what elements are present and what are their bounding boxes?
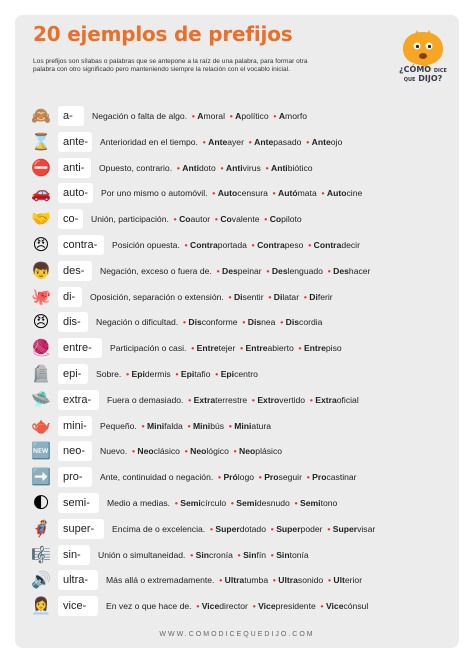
- bullet-icon: •: [308, 240, 312, 250]
- example-prefix: Extro: [257, 394, 280, 405]
- bullet-icon: •: [191, 111, 195, 121]
- list-item: [29, 519, 449, 539]
- prefix-label: mini-: [58, 416, 92, 436]
- bullet-icon: •: [214, 214, 218, 225]
- bullet-icon: •: [327, 523, 331, 534]
- definition-text: Nuevo.: [100, 446, 128, 457]
- woman-office-worker-icon: 👩‍💼: [31, 596, 51, 616]
- bullet-icon: •: [219, 575, 223, 586]
- speech-bubble-icon: [393, 30, 453, 70]
- example-root: tono: [320, 498, 338, 508]
- speaker-icon: 🔊: [31, 570, 51, 590]
- example-prefix: Sin: [195, 549, 209, 560]
- example-prefix: Contra: [313, 240, 342, 250]
- bullet-icon: •: [175, 369, 179, 379]
- example-prefix: Des: [271, 265, 288, 276]
- definition-text: Negación, exceso o fuera de.: [100, 265, 212, 276]
- bullet-icon: •: [272, 575, 276, 586]
- prefix-label: neo-: [58, 441, 92, 461]
- example-root: falda: [164, 420, 183, 431]
- prefix-definition-line: [98, 545, 309, 565]
- example-root: tejer: [218, 343, 236, 354]
- list-item: [29, 132, 449, 152]
- bullet-icon: •: [229, 111, 233, 121]
- prefix-label: pro-: [58, 467, 92, 487]
- prefix-label: entre-: [58, 338, 102, 358]
- example-root: cónsul: [343, 601, 369, 612]
- bullet-icon: •: [328, 575, 332, 586]
- example-prefix: Pró: [223, 472, 238, 483]
- bullet-icon: •: [184, 240, 188, 250]
- angry-face-icon: 😠: [32, 312, 50, 332]
- definition-text: Negación o falta de algo.: [92, 111, 188, 121]
- bullet-icon: •: [309, 394, 313, 405]
- example-root: piso: [325, 343, 342, 354]
- example-root: peinar: [237, 265, 262, 276]
- example-root: plásico: [255, 446, 283, 457]
- example-root: lenguado: [287, 265, 323, 276]
- prefix-definition-line: [100, 132, 342, 152]
- example-prefix: Anti: [182, 162, 199, 173]
- bullet-icon: •: [132, 446, 136, 457]
- example-root: doto: [199, 162, 216, 173]
- bullet-icon: •: [190, 549, 194, 560]
- example-root: dermis: [144, 369, 171, 379]
- example-prefix: Ante: [254, 136, 274, 147]
- example-root: cine: [346, 188, 363, 199]
- bullet-icon: •: [228, 420, 232, 431]
- prefix-label: auto-: [58, 183, 93, 203]
- example-prefix: Mini: [193, 420, 211, 431]
- prefix-definition-line: [100, 441, 282, 461]
- example-root: decir: [341, 240, 360, 250]
- bullet-icon: •: [252, 601, 256, 612]
- example-prefix: Contra: [257, 240, 285, 250]
- prefix-definition-line: [96, 364, 258, 384]
- prefix-definition-line: [100, 467, 357, 487]
- definition-text: Oposición, separación o extensión.: [90, 291, 224, 302]
- definition-text: Por uno mismo o automóvil.: [101, 188, 208, 199]
- example-prefix: Des: [333, 265, 349, 276]
- example-prefix: Des: [221, 265, 238, 276]
- example-root: ferir: [317, 291, 333, 302]
- example-prefix: Contra: [190, 240, 218, 250]
- example-root: ayer: [227, 136, 244, 147]
- prefix-label: ultra-: [58, 570, 98, 590]
- example-root: pasado: [273, 136, 302, 147]
- example-prefix: Extra: [315, 394, 337, 405]
- example-prefix: Co: [269, 214, 282, 225]
- example-prefix: Semi: [236, 498, 257, 508]
- prefix-definition-line: [101, 183, 362, 203]
- example-prefix: Vice: [258, 601, 276, 612]
- example-root: seguir: [278, 472, 302, 483]
- example-prefix: Ultra: [278, 575, 298, 586]
- list-item: [29, 364, 449, 384]
- handshake-icon: 🤝: [31, 209, 51, 229]
- bullet-icon: •: [303, 291, 307, 302]
- new-badge-icon: 🆕: [31, 441, 51, 461]
- prefix-definition-line: [96, 312, 322, 332]
- definition-text: Negación o dificultad.: [96, 317, 179, 328]
- footer-url: WWW.COMODICEQUEDIJO.COM: [159, 631, 315, 638]
- example-root: sentir: [242, 291, 264, 302]
- list-item: [29, 209, 449, 229]
- definition-text: Unión o simultaneidad.: [98, 549, 186, 560]
- logo-word-dice: DICE: [433, 68, 447, 74]
- bullet-icon: •: [188, 394, 192, 405]
- example-root: tumba: [244, 575, 269, 586]
- example-root: erior: [344, 575, 363, 586]
- example-prefix: Auto: [217, 188, 238, 199]
- bullet-icon: •: [265, 162, 269, 173]
- example-prefix: Extra: [193, 394, 216, 405]
- bullet-icon: •: [280, 317, 284, 328]
- brand-logo: [393, 30, 453, 112]
- prefix-label: super-: [58, 519, 104, 539]
- teapot-icon: 🫖: [31, 415, 51, 435]
- list-item: [29, 493, 449, 513]
- list-item: [29, 338, 449, 358]
- bullet-icon: •: [191, 343, 195, 354]
- list-item: [29, 183, 449, 203]
- bullet-icon: •: [251, 240, 255, 250]
- example-root: tafio: [194, 369, 211, 379]
- bullet-icon: •: [228, 291, 232, 302]
- definition-text: Posición opuesta.: [112, 240, 180, 250]
- example-prefix: Neo: [137, 446, 154, 457]
- example-root: círculo: [200, 498, 227, 508]
- list-item: [29, 545, 449, 565]
- example-prefix: Dis: [247, 317, 262, 328]
- bullet-icon: •: [251, 394, 255, 405]
- bullet-icon: •: [174, 498, 178, 508]
- prefix-label: co-: [58, 209, 83, 229]
- example-root: hacer: [348, 265, 371, 276]
- bullet-icon: •: [273, 111, 277, 121]
- example-root: terrestre: [215, 394, 248, 405]
- definition-text: En vez o que hace de.: [106, 601, 192, 612]
- definition-text: Ante, continuidad o negación.: [100, 472, 214, 483]
- example-root: lógico: [206, 446, 229, 457]
- bullet-icon: •: [218, 472, 222, 483]
- example-prefix: Super: [332, 523, 358, 534]
- list-item: [29, 261, 449, 281]
- example-root: valente: [231, 214, 260, 225]
- example-prefix: Entre: [196, 343, 219, 354]
- bullet-icon: •: [320, 601, 324, 612]
- yarn-icon: 🧶: [31, 338, 51, 358]
- prefix-label: sin-: [58, 545, 90, 565]
- list-item: [29, 390, 449, 410]
- definition-text: Más allá o extremadamente.: [106, 575, 215, 586]
- example-root: castinar: [326, 472, 357, 483]
- example-root: autor: [190, 214, 211, 225]
- prefix-label: dis-: [58, 312, 88, 332]
- example-prefix: Di: [309, 291, 318, 302]
- list-item: [29, 106, 449, 126]
- logo-word-como: ¿CÓMO: [399, 65, 432, 74]
- example-root: presidente: [275, 601, 316, 612]
- example-root: nea: [261, 317, 276, 328]
- ufo-icon: 🛸: [31, 389, 51, 409]
- intro-text: Los prefijos son sílabas o palabras que se antepone a la raíz de una palabra, para formar otra palabra con otro significado pero manteniendo siempre la relación con el vocablo inicial.: [33, 58, 308, 74]
- bullet-icon: •: [233, 446, 237, 457]
- example-prefix: Mini: [146, 420, 165, 431]
- example-root: clásico: [153, 446, 180, 457]
- prefix-label: des-: [58, 261, 92, 281]
- prefix-label: ante-: [58, 132, 92, 152]
- bullet-icon: •: [266, 265, 270, 276]
- example-prefix: Di: [273, 291, 283, 302]
- prefix-label: vice-: [58, 596, 98, 616]
- example-root: logo: [237, 472, 255, 483]
- page-title: 20 ejemplos de prefijos: [33, 22, 293, 46]
- example-root: morfo: [285, 111, 307, 121]
- example-root: vertido: [279, 394, 306, 405]
- prefix-definition-line: [100, 416, 271, 436]
- person-icon: 👦: [31, 260, 51, 280]
- bullet-icon: •: [327, 265, 331, 276]
- example-prefix: Dis: [188, 317, 202, 328]
- prefix-label: epi-: [58, 364, 88, 384]
- bullet-icon: •: [176, 162, 180, 173]
- example-prefix: Co: [179, 214, 191, 225]
- example-prefix: Neo: [239, 446, 256, 457]
- angry-face-icon: 😠: [32, 235, 50, 254]
- headstone-icon: 🪦: [31, 364, 51, 383]
- prefix-label: contra-: [58, 235, 104, 255]
- example-prefix: Ante: [311, 136, 331, 147]
- bullet-icon: •: [321, 188, 325, 199]
- bullet-icon: •: [209, 523, 213, 534]
- prefix-label: anti-: [58, 158, 91, 178]
- example-prefix: Sin: [276, 549, 290, 560]
- bullet-icon: •: [196, 601, 200, 612]
- prefix-definition-line: [100, 261, 370, 281]
- prefix-definition-line: [91, 209, 302, 229]
- prefix-definition-line: [106, 570, 362, 590]
- definition-text: Anterioridad en el tiempo.: [100, 136, 198, 147]
- bullet-icon: •: [270, 549, 274, 560]
- example-root: cordia: [299, 317, 323, 328]
- bullet-icon: •: [264, 214, 268, 225]
- example-prefix: Super: [215, 523, 240, 534]
- example-root: abierto: [267, 343, 294, 354]
- definition-text: Opuesto, contrario.: [99, 162, 173, 173]
- example-prefix: Vice: [201, 601, 220, 612]
- example-root: poder: [300, 523, 323, 534]
- bullet-icon: •: [268, 291, 272, 302]
- bullet-icon: •: [230, 498, 234, 508]
- example-root: piloto: [281, 214, 302, 225]
- no-entry-icon: ⛔: [31, 157, 51, 177]
- example-root: centro: [234, 369, 258, 379]
- list-item: [29, 312, 449, 332]
- bullet-icon: •: [298, 343, 302, 354]
- example-root: atura: [251, 420, 272, 431]
- list-item: [29, 441, 449, 461]
- bullet-icon: •: [202, 136, 206, 147]
- bullet-icon: •: [173, 214, 177, 225]
- bullet-icon: •: [184, 446, 188, 457]
- example-prefix: Semi: [300, 498, 321, 508]
- example-prefix: Pro: [264, 472, 279, 483]
- prefix-definition-line: [106, 596, 368, 616]
- example-prefix: Entre: [245, 343, 268, 354]
- example-prefix: Super: [276, 523, 301, 534]
- hourglass-icon: ⌛: [31, 131, 51, 151]
- bullet-icon: •: [272, 188, 276, 199]
- example-prefix: Pro: [312, 472, 327, 483]
- example-prefix: Mini: [234, 420, 252, 431]
- example-prefix: Ultra: [224, 575, 245, 586]
- right-arrow-icon: ➡️: [31, 467, 51, 487]
- list-item: [29, 570, 449, 590]
- example-prefix: Ult: [333, 575, 345, 586]
- example-root: moral: [203, 111, 225, 121]
- example-prefix: Ante: [208, 136, 228, 147]
- example-root: visar: [357, 523, 376, 534]
- logo-word-que: QUE: [403, 77, 416, 83]
- example-prefix: A: [235, 111, 242, 121]
- bullet-icon: •: [237, 549, 241, 560]
- example-prefix: Epi: [220, 369, 235, 379]
- example-root: director: [219, 601, 248, 612]
- example-root: portada: [217, 240, 247, 250]
- example-prefix: Neo: [190, 446, 207, 457]
- bullet-icon: •: [215, 369, 219, 379]
- prefix-definition-line: [90, 287, 333, 307]
- car-icon: 🚗: [31, 183, 51, 203]
- definition-text: Sobre.: [96, 369, 122, 379]
- example-root: ojo: [330, 136, 343, 147]
- bullet-icon: •: [141, 420, 145, 431]
- example-root: conforme: [201, 317, 238, 328]
- example-root: tonía: [289, 549, 309, 560]
- superhero-icon: 🦸: [31, 518, 51, 538]
- prefix-label: semi-: [58, 493, 99, 513]
- logo-text: [393, 66, 453, 84]
- monkey-icon: 🙈: [31, 106, 51, 125]
- example-prefix: Di: [233, 291, 243, 302]
- example-root: censura: [237, 188, 268, 199]
- prefix-definition-line: [99, 158, 313, 178]
- example-root: peso: [284, 240, 304, 250]
- definition-text: Fuera o demasiado.: [107, 394, 184, 405]
- example-root: latar: [282, 291, 300, 302]
- example-prefix: A: [278, 111, 286, 121]
- example-root: mata: [297, 188, 317, 199]
- bullet-icon: •: [242, 317, 246, 328]
- bullet-icon: •: [248, 136, 252, 147]
- example-root: sonido: [297, 575, 324, 586]
- example-prefix: Sin: [243, 549, 257, 560]
- definition-text: Encima de o excelencia.: [112, 523, 206, 534]
- example-prefix: Semi: [180, 498, 201, 508]
- prefix-definition-line: [112, 235, 360, 255]
- list-item: [29, 467, 449, 487]
- bullet-icon: •: [187, 420, 191, 431]
- definition-text: Medio a medias.: [107, 498, 171, 508]
- example-root: fín: [256, 549, 267, 560]
- example-prefix: Vice: [325, 601, 344, 612]
- bullet-icon: •: [182, 317, 186, 328]
- bullet-icon: •: [258, 472, 262, 483]
- bullet-icon: •: [220, 162, 224, 173]
- example-root: oficial: [336, 394, 359, 405]
- bullet-icon: •: [306, 136, 310, 147]
- example-root: bús: [210, 420, 225, 431]
- example-root: virus: [242, 162, 261, 173]
- music-score-icon: 🎼: [31, 544, 51, 564]
- example-root: biótico: [287, 162, 313, 173]
- prefix-definition-line: [110, 338, 342, 358]
- bullet-icon: •: [240, 343, 244, 354]
- prefix-definition-line: [107, 493, 337, 513]
- example-root: político: [241, 111, 269, 121]
- example-prefix: Co: [220, 214, 232, 225]
- example-prefix: Anti: [270, 162, 288, 173]
- half-moon-icon: 🌓: [32, 493, 50, 512]
- prefix-definition-line: [112, 519, 375, 539]
- bullet-icon: •: [212, 188, 216, 199]
- bullet-icon: •: [270, 523, 274, 534]
- definition-text: Pequeño.: [100, 420, 137, 431]
- bullet-icon: •: [216, 265, 220, 276]
- list-item: [29, 596, 449, 616]
- octopus-icon: 🐙: [31, 286, 51, 306]
- example-prefix: Epi: [180, 369, 195, 379]
- bullet-icon: •: [294, 498, 298, 508]
- definition-text: Participación o casi.: [110, 343, 187, 354]
- example-prefix: A: [197, 111, 204, 121]
- logo-word-dijo: DIJO?: [418, 74, 443, 83]
- example-prefix: Entre: [303, 343, 326, 354]
- example-prefix: Anti: [225, 162, 243, 173]
- list-item: [29, 287, 449, 307]
- example-prefix: Autó: [278, 188, 298, 199]
- prefix-label: extra-: [58, 390, 99, 410]
- example-root: desnudo: [256, 498, 290, 508]
- prefix-label: a-: [58, 106, 84, 126]
- definition-text: Unión, participación.: [91, 214, 169, 225]
- bullet-icon: •: [306, 472, 310, 483]
- example-root: cronía: [209, 549, 233, 560]
- list-item: [29, 416, 449, 436]
- example-prefix: Auto: [326, 188, 347, 199]
- list-item: [29, 158, 449, 178]
- example-prefix: Epi: [131, 369, 145, 379]
- example-prefix: Dis: [285, 317, 300, 328]
- prefix-definition-line: [107, 390, 359, 410]
- example-root: dotado: [239, 523, 266, 534]
- prefix-definition-line: [92, 106, 307, 126]
- bullet-icon: •: [126, 369, 130, 379]
- prefix-label: di-: [58, 287, 82, 307]
- list-item: [29, 235, 449, 255]
